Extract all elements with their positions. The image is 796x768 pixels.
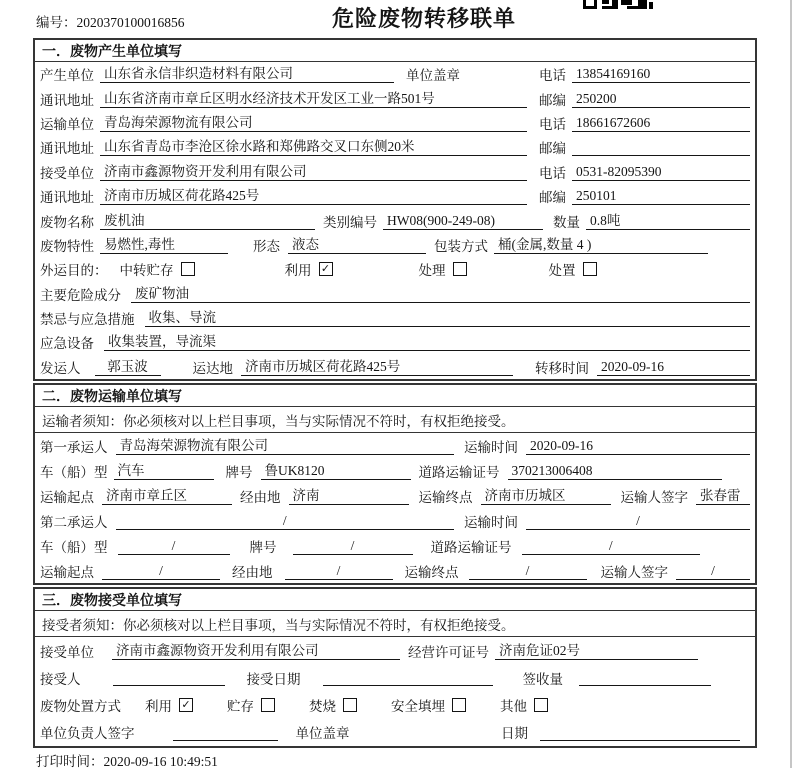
date-value xyxy=(540,724,740,741)
page-title: 危险废物转移联单 xyxy=(332,6,517,31)
row-waste-name xyxy=(35,208,755,232)
purpose-option xyxy=(285,259,333,279)
producer-zip-value: 250200 xyxy=(572,90,750,108)
origin1-value: 济南市章丘区 xyxy=(102,487,232,505)
head-sign-value xyxy=(173,724,278,741)
vehicle2-value: / xyxy=(118,537,230,555)
shipper-value: 郭玉波 xyxy=(95,358,161,376)
unit-seal-label: 单位盖章 xyxy=(406,68,460,84)
acceptor-value xyxy=(113,669,225,686)
vehicle1-value: 汽车 xyxy=(114,462,214,480)
end1-value: 济南市历城区 xyxy=(481,487,611,505)
row-vehicle2 xyxy=(35,533,755,558)
producer-label: 产生单位 xyxy=(40,68,94,84)
transporter-zip-label: 邮编 xyxy=(539,141,566,157)
acceptor-label: 接受人 xyxy=(40,671,81,687)
equipment-value: 收集装置，导流渠 xyxy=(104,333,750,351)
transporter-address-value: 山东省青岛市李沧区徐水路和郑佛路交叉口东侧20米 xyxy=(100,138,527,156)
equipment-label: 应急设备 xyxy=(40,336,94,352)
checkbox-dispose xyxy=(583,262,597,276)
row-taboo-measures xyxy=(35,306,755,330)
row-vehicle1 xyxy=(35,458,755,483)
destination-label: 运达地 xyxy=(192,360,233,376)
receiver-label: 接受单位 xyxy=(40,165,94,181)
producer-phone-value: 13854169160 xyxy=(572,65,750,83)
checkmark: ✓ xyxy=(320,262,331,275)
transport-time2-value: / xyxy=(526,512,750,530)
producer-address-value: 山东省济南市章丘区明水经济技术开发区工业一路501号 xyxy=(100,90,527,108)
page-edge-line xyxy=(790,0,792,768)
receiver-zip-label: 邮编 xyxy=(539,190,566,206)
row-transporter xyxy=(35,111,755,135)
purpose-option xyxy=(419,259,467,279)
transporter-value: 青岛海荣源物流有限公司 xyxy=(100,114,527,132)
transporter-notice: 运输者须知：你必须核对以上栏目事项，当与实际情况不符时，有权拒绝接受。 xyxy=(35,407,755,433)
accept-unit-value: 济南市鑫源物资开发利用有限公司 xyxy=(112,642,400,660)
transfer-time-label: 转移时间 xyxy=(535,360,589,376)
section3-header: 三．废物接受单位填写 xyxy=(35,589,755,611)
accept-date-label: 接受日期 xyxy=(246,671,301,687)
via2-value: / xyxy=(285,562,393,580)
plate1-value: 鲁UK8120 xyxy=(261,462,411,480)
sign1-label: 运输人签字 xyxy=(620,489,688,505)
transporter-address-label: 通讯地址 xyxy=(40,141,94,157)
checkbox-disposal-landfill xyxy=(452,698,466,712)
traits-value: 易燃性,毒性 xyxy=(100,236,228,254)
accept-date-value xyxy=(323,669,493,686)
license1-label: 道路运输证号 xyxy=(418,464,500,480)
disposal-incinerate-label: 焚烧 xyxy=(309,699,336,715)
section2-header: 二．废物运输单位填写 xyxy=(35,385,755,407)
second-carrier-label: 第二承运人 xyxy=(40,514,108,530)
checkmark: ✓ xyxy=(181,698,191,711)
date-label: 日期 xyxy=(501,726,528,742)
row-producer xyxy=(35,62,755,86)
checkbox-transfer-storage xyxy=(181,262,195,276)
disposal-option xyxy=(391,695,466,715)
row-waste-traits xyxy=(35,233,755,257)
plate2-label: 牌号 xyxy=(249,539,277,555)
row-route1 xyxy=(35,483,755,508)
via1-label: 经由地 xyxy=(240,489,281,505)
checkbox-disposal-other xyxy=(534,698,548,712)
quantity-label: 数量 xyxy=(553,214,580,230)
purpose-dispose-label: 处置 xyxy=(548,263,576,279)
vehicle2-label: 车（船）型 xyxy=(40,539,108,555)
section1-header: 一．废物产生单位填写 xyxy=(35,40,755,62)
producer-address-label: 通讯地址 xyxy=(40,92,94,108)
purpose-transfer-storage-label: 中转贮存 xyxy=(119,263,174,279)
sign-qty-value xyxy=(579,669,711,686)
qr-block xyxy=(612,0,618,9)
qr-block xyxy=(638,0,647,9)
checkbox-disposal-storage xyxy=(261,698,275,712)
row-first-carrier xyxy=(35,433,755,458)
second-carrier-value: / xyxy=(116,512,455,530)
taboo-label: 禁忌与应急措施 xyxy=(40,312,135,328)
head-sign-label: 单位负责人签字 xyxy=(40,726,135,742)
sign1-value: 张春雷 xyxy=(696,487,750,505)
packing-label: 包装方式 xyxy=(434,238,488,254)
transporter-label: 运输单位 xyxy=(40,116,94,132)
unit-seal2-label: 单位盖章 xyxy=(295,726,350,742)
transport-time1-label: 运输时间 xyxy=(464,439,518,455)
disposal-other-label: 其他 xyxy=(500,699,527,715)
receiver-notice: 接受者须知：你必须核对以上栏目事项，当与实际情况不符时，有权拒绝接受。 xyxy=(35,611,755,637)
purpose-option xyxy=(120,259,195,279)
accept-unit-label: 接受单位 xyxy=(40,644,94,660)
disposal-storage-label: 贮存 xyxy=(227,699,254,715)
disposal-label: 废物处置方式 xyxy=(40,699,121,715)
producer-zip-label: 邮编 xyxy=(539,92,566,108)
receiver-phone-label: 电话 xyxy=(539,165,566,181)
sign2-label: 运输人签字 xyxy=(600,564,668,580)
producer-value: 山东省永信非织造材料有限公司 xyxy=(100,65,394,83)
disposal-option xyxy=(500,695,548,715)
disposal-option xyxy=(145,695,193,715)
purpose-option xyxy=(549,259,597,279)
disposal-landfill-label: 安全填埋 xyxy=(391,699,445,715)
hazard-value: 废矿物油 xyxy=(131,285,750,303)
qr-block xyxy=(583,0,597,9)
checkbox-use xyxy=(319,262,333,276)
row-route2 xyxy=(35,558,755,583)
taboo-value: 收集、导流 xyxy=(145,309,751,327)
row-receiver-address xyxy=(35,184,755,208)
row-disposal-method xyxy=(35,692,755,719)
row-receiver xyxy=(35,160,755,184)
form-label: 形态 xyxy=(253,238,280,254)
receiver-address-value: 济南市历城区荷花路425号 xyxy=(100,187,527,205)
checkbox-disposal-use xyxy=(179,698,193,712)
row-emergency-equipment xyxy=(35,330,755,354)
row-shipper xyxy=(35,355,755,379)
category-label: 类别编号 xyxy=(323,214,377,230)
origin2-label: 运输起点 xyxy=(40,564,94,580)
row-transporter-address xyxy=(35,135,755,159)
end1-label: 运输终点 xyxy=(418,489,473,505)
receiver-zip-value: 250101 xyxy=(572,187,750,205)
receiver-address-label: 通讯地址 xyxy=(40,190,94,206)
end2-value: / xyxy=(469,562,587,580)
transport-time1-value: 2020-09-16 xyxy=(526,437,750,455)
qr-block xyxy=(602,0,609,4)
print-time-value: 2020-09-16 10:49:51 xyxy=(103,754,218,768)
doc-number-value: 2020370100016856 xyxy=(76,15,185,30)
section-generator xyxy=(33,38,757,381)
checkbox-treat xyxy=(453,262,467,276)
row-transport-purpose xyxy=(35,257,755,281)
doc-number-label: 编号： xyxy=(36,15,77,30)
permit-label: 经营许可证号 xyxy=(408,644,489,660)
row-acceptor xyxy=(35,664,755,691)
receiver-value: 济南市鑫源物资开发利用有限公司 xyxy=(100,163,527,181)
form-value: 液态 xyxy=(288,236,426,254)
license2-label: 道路运输证号 xyxy=(430,539,512,555)
purpose-use-label: 利用 xyxy=(284,263,312,279)
shipper-label: 发运人 xyxy=(40,360,81,376)
row-head-signature xyxy=(35,719,755,746)
doc-number xyxy=(36,11,185,31)
origin2-value: / xyxy=(102,562,220,580)
hazard-label: 主要危险成分 xyxy=(40,287,121,303)
quantity-value: 0.8吨 xyxy=(586,212,750,230)
purpose-label: 外运目的： xyxy=(40,263,108,279)
row-accept-unit xyxy=(35,637,755,664)
disposal-option xyxy=(227,695,275,715)
disposal-option xyxy=(309,695,357,715)
transport-time2-label: 运输时间 xyxy=(464,514,518,530)
qr-block xyxy=(649,2,653,9)
row-hazard-component xyxy=(35,282,755,306)
category-value: HW08(900-249-08) xyxy=(383,212,543,230)
via2-label: 经由地 xyxy=(232,564,273,580)
qr-code-fragment xyxy=(583,0,653,9)
license2-value: / xyxy=(522,537,701,555)
sign2-value: / xyxy=(676,562,750,580)
origin1-label: 运输起点 xyxy=(40,489,94,505)
checkbox-disposal-incinerate xyxy=(343,698,357,712)
via1-value: 济南 xyxy=(289,487,409,505)
waste-name-label: 废物名称 xyxy=(40,214,94,230)
packing-value: 桶(金属,数量 4 ) xyxy=(494,236,708,254)
first-carrier-value: 青岛海荣源物流有限公司 xyxy=(116,437,455,455)
row-producer-address xyxy=(35,86,755,110)
purpose-treat-label: 处理 xyxy=(418,263,446,279)
transporter-phone-label: 电话 xyxy=(539,116,566,132)
destination-value: 济南市历城区荷花路425号 xyxy=(241,358,513,376)
traits-label: 废物特性 xyxy=(40,238,94,254)
license1-value: 370213006408 xyxy=(508,462,723,480)
transporter-zip-value xyxy=(572,139,750,156)
vehicle1-label: 车（船）型 xyxy=(40,464,108,480)
row-second-carrier xyxy=(35,508,755,533)
section-receiver xyxy=(33,587,757,748)
plate1-label: 牌号 xyxy=(225,464,253,480)
print-time xyxy=(36,750,218,768)
qr-block xyxy=(621,0,632,5)
transfer-time-value: 2020-09-16 xyxy=(597,358,750,376)
print-time-label: 打印时间： xyxy=(36,754,104,768)
section-transporter xyxy=(33,383,757,585)
end2-label: 运输终点 xyxy=(404,564,459,580)
permit-value: 济南危证02号 xyxy=(495,642,698,660)
first-carrier-label: 第一承运人 xyxy=(40,439,108,455)
producer-phone-label: 电话 xyxy=(539,68,566,84)
waste-name-value: 废机油 xyxy=(100,212,315,230)
plate2-value: / xyxy=(293,537,413,555)
transporter-phone-value: 18661672606 xyxy=(572,114,750,132)
receiver-phone-value: 0531-82095390 xyxy=(572,163,750,181)
sign-qty-label: 签收量 xyxy=(522,671,563,687)
disposal-use-label: 利用 xyxy=(145,699,172,715)
